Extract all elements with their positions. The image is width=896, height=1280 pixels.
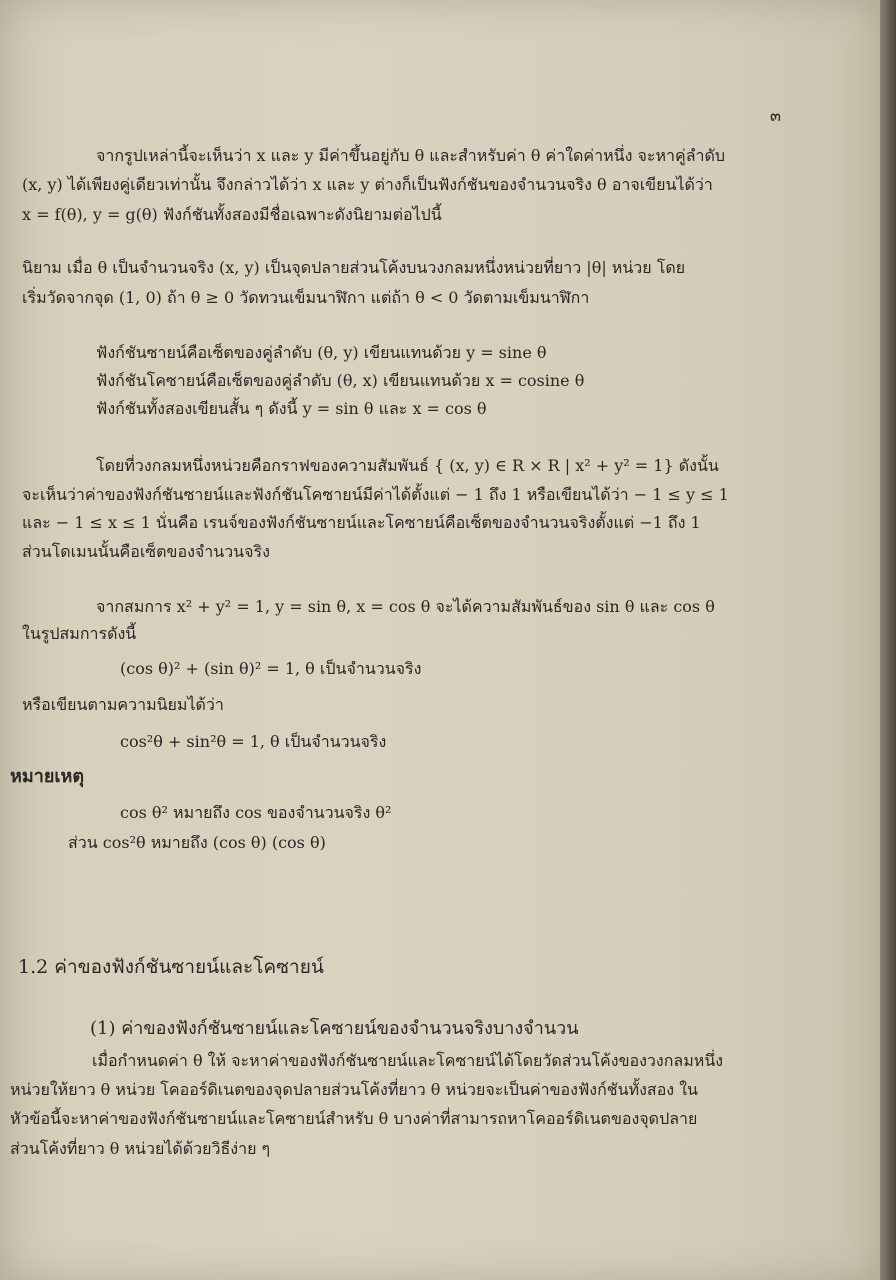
paragraph-4-line-1: เมื่อกำหนดค่า θ ให้ จะหาค่าของฟังก์ชันซายน์และโคซายน์ได้โดยวัดส่วนโค้งของวงกลมหนึ่ง xyxy=(92,1051,724,1070)
paragraph-2-line-2: จะเห็นว่าค่าของฟังก์ชันซายน์และฟังก์ชันโคซายน์มีค่าได้ตั้งแต่ − 1 ถึง 1 หรือเขียนได้ว่า − 1 ≤ y ≤ 1 xyxy=(22,485,729,504)
paragraph-2-line-3: และ − 1 ≤ x ≤ 1 นั่นคือ เรนจ์ของฟังก์ชันซายน์และโคซายน์คือเซ็ตของจำนวนจริงตั้งแต่ −1 ถึง 1 xyxy=(22,513,701,532)
page-edge-shadow xyxy=(880,0,896,1280)
equation-1: (cos θ)² + (sin θ)² = 1, θ เป็นจำนวนจริง xyxy=(120,659,422,678)
paragraph-2-line-4: ส่วนโดเมนนั้นคือเซ็ตของจำนวนจริง xyxy=(22,542,270,561)
paragraph-1-line-2: (x, y) ได้เพียงคู่เดียวเท่านั้น จึงกล่าวได้ว่า x และ y ต่างก็เป็นฟังก์ชันของจำนวนจริง θ อาจเขียนได้ว่า xyxy=(22,175,713,194)
note-line-2: ส่วน cos²θ หมายถึง (cos θ) (cos θ) xyxy=(68,833,326,852)
page-number: ๓ xyxy=(770,106,781,125)
equation-2: cos²θ + sin²θ = 1, θ เป็นจำนวนจริง xyxy=(120,732,387,751)
paragraph-4-line-4: ส่วนโค้งที่ยาว θ หน่วยได้ด้วยวิธีง่าย ๆ xyxy=(10,1139,271,1158)
paragraph-4-line-3: หัวข้อนี้จะหาค่าของฟังก์ชันซายน์และโคซายน์สำหรับ θ บางค่าที่สามารถหาโคออร์ดิเนตของจุดปลาย xyxy=(10,1109,698,1128)
definition-line-1: นิยาม เมื่อ θ เป็นจำนวนจริง (x, y) เป็นจุดปลายส่วนโค้งบนวงกลมหนึ่งหน่วยที่ยาว |θ| หน่วย โดย xyxy=(22,258,686,277)
short-notation: ฟังก์ชันทั้งสองเขียนสั้น ๆ ดังนี้ y = sin θ และ x = cos θ xyxy=(96,399,487,418)
paragraph-1-line-1: จากรูปเหล่านี้จะเห็นว่า x และ y มีค่าขึ้นอยู่กับ θ และสำหรับค่า θ ค่าใดค่าหนึ่ง จะหาคู่ลำดับ xyxy=(96,146,726,165)
paragraph-3-line-2: ในรูปสมการดังนี้ xyxy=(22,624,137,643)
note-title: หมายเหตุ xyxy=(10,766,85,787)
paragraph-2-line-1: โดยที่วงกลมหนึ่งหน่วยคือกราฟของความสัมพันธ์ { (x, y) ∈ R × R | x² + y² = 1} ดังนั้น xyxy=(96,456,719,475)
subsection-heading: (1) ค่าของฟังก์ชันซายน์และโคซายน์ของจำนวนจริงบางจำนวน xyxy=(90,1018,579,1039)
note-line-1: cos θ² หมายถึง cos ของจำนวนจริง θ² xyxy=(120,803,392,822)
definition-line-2: เริ่มวัดจากจุด (1, 0) ถ้า θ ≥ 0 วัดทวนเข็มนาฬิกา แต่ถ้า θ < 0 วัดตามเข็มนาฬิกา xyxy=(22,288,590,307)
cosine-definition: ฟังก์ชันโคซายน์คือเซ็ตของคู่ลำดับ (θ, x) เขียนแทนด้วย x = cosine θ xyxy=(96,371,585,390)
section-heading: 1.2 ค่าของฟังก์ชันซายน์และโคซายน์ xyxy=(18,956,324,978)
paragraph-3-line-3: หรือเขียนตามความนิยมได้ว่า xyxy=(22,695,224,714)
paragraph-4-line-2: หน่วยให้ยาว θ หน่วย โคออร์ดิเนตของจุดปลายส่วนโค้งที่ยาว θ หน่วยจะเป็นค่าของฟังก์ชันทั้งสอง ใน xyxy=(10,1080,698,1099)
paragraph-1-line-3: x = f(θ), y = g(θ) ฟังก์ชันทั้งสองมีชื่อเฉพาะดังนิยามต่อไปนี้ xyxy=(22,205,442,224)
sine-definition: ฟังก์ชันซายน์คือเซ็ตของคู่ลำดับ (θ, y) เขียนแทนด้วย y = sine θ xyxy=(96,343,547,362)
paragraph-3-line-1: จากสมการ x² + y² = 1, y = sin θ, x = cos θ จะได้ความสัมพันธ์ของ sin θ และ cos θ xyxy=(96,597,715,616)
